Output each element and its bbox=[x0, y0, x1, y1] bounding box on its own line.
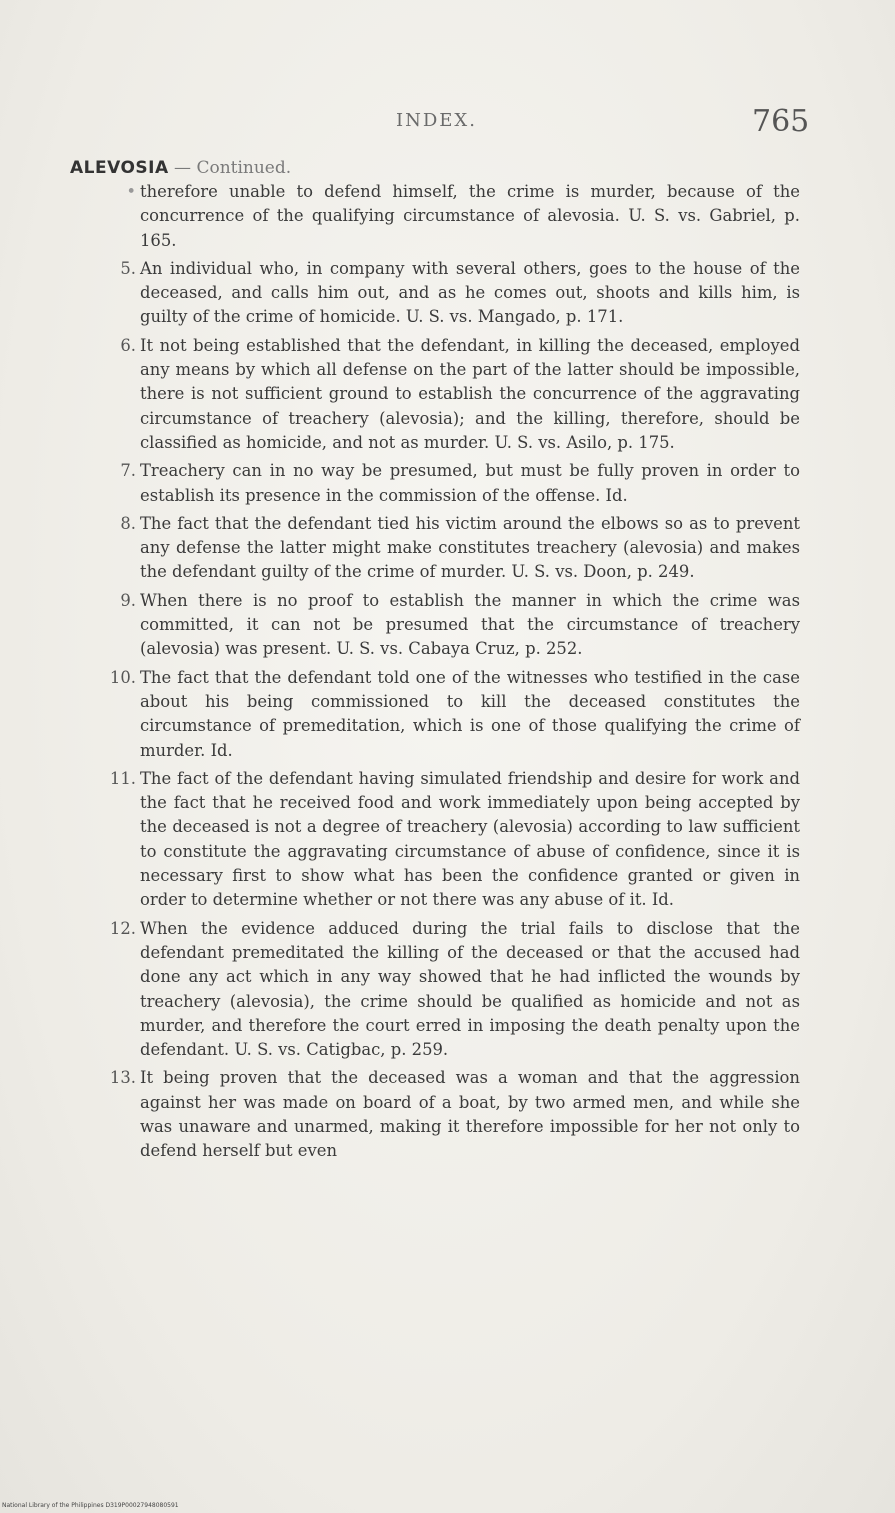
index-entries bbox=[100, 180, 800, 1168]
index-paragraph bbox=[100, 917, 800, 1063]
index-paragraph bbox=[100, 589, 800, 662]
paragraph-number: 9. bbox=[120, 590, 136, 610]
paragraph-text: It not being established that the defendant, in killing the deceased, employed any means by which all defense on the part of the latter should be impossible, there is not sufficient ground to establish the concurrence of the aggravating circumstance of treachery (alevosia); and the killing, therefore, should be classified as homicide, and not as murder. U. S. vs. Asilo, p. 175. bbox=[140, 335, 800, 452]
entry-title: ALEVOSIA bbox=[70, 158, 169, 178]
index-entry-heading bbox=[70, 158, 291, 178]
index-paragraph bbox=[100, 767, 800, 913]
paragraph-text: It being proven that the deceased was a woman and that the aggression against her was made on board of a boat, by two armed men, and while she was unaware and unarmed, making it therefore impossible for her not only to defend herself but even bbox=[140, 1068, 800, 1161]
paragraph-number: 12. bbox=[109, 918, 136, 938]
page-number: 765 bbox=[752, 104, 810, 139]
paragraph-number: 8. bbox=[120, 513, 136, 533]
paragraph-number: 7. bbox=[120, 461, 136, 481]
paragraph-text: Treachery can in no way be presumed, but must be fully proven in order to establish its presence in the commission of the offense. Id. bbox=[140, 461, 800, 505]
paragraph-number: • bbox=[126, 182, 136, 201]
library-credit: National Library of the Philippines D319P00027948080591 bbox=[2, 1502, 179, 1509]
entry-continued: — Continued. bbox=[174, 158, 292, 178]
index-paragraph bbox=[100, 1066, 800, 1163]
index-paragraph bbox=[100, 334, 800, 455]
paragraph-number: 10. bbox=[109, 667, 136, 687]
paragraph-number: 13. bbox=[109, 1068, 136, 1088]
paragraph-text: An individual who, in company with several others, goes to the house of the deceased, and calls him out, and as he comes out, shoots and kills him, is guilty of the crime of homicide. U. S. vs. Mangado, p. 171. bbox=[140, 258, 800, 327]
index-paragraph bbox=[100, 459, 800, 508]
paragraph-text: therefore unable to defend himself, the crime is murder, because of the concurrence of the qualifying circumstance of alevosia. U. S. vs. Gabriel, p. 165. bbox=[140, 182, 800, 250]
paragraph-text: When the evidence adduced during the trial fails to disclose that the defendant premeditated the killing of the deceased or that the accused had done any act which in any way showed that he had inflicted the wounds by treachery (alevosia), the crime should be qualified as homicide and not as murder, and therefore the court erred in imposing the death penalty upon the defendant. U. S. vs. Catigbac, p. 259. bbox=[140, 918, 800, 1060]
paragraph-text: The fact of the defendant having simulated friendship and desire for work and the fact that he received food and work immediately upon being accepted by the deceased is not a degree of treachery (alevosia) according to law sufficient to constitute the aggravating circumstance of abuse of confidence, since it is necessary first to show what has been the confidence granted or given in order to determine whether or not there was any abuse of it. Id. bbox=[140, 768, 800, 910]
paragraph-number: 11. bbox=[109, 768, 136, 788]
paragraph-text: The fact that the defendant told one of the witnesses who testified in the case about his being commissioned to kill the deceased constitutes the circumstance of premeditation, which is one of those qualifying the crime of murder. Id. bbox=[140, 667, 800, 760]
paragraph-number: 6. bbox=[120, 335, 136, 355]
index-paragraph bbox=[100, 666, 800, 763]
index-paragraph bbox=[100, 512, 800, 585]
paragraph-text: The fact that the defendant tied his victim around the elbows so as to prevent any defense the latter might make constitutes treachery (alevosia) and makes the defendant guilty of the crime of murder. U. S. vs. Doon, p. 249. bbox=[140, 513, 800, 582]
paragraph-number: 5. bbox=[120, 258, 136, 278]
running-head: INDEX. bbox=[396, 110, 477, 131]
page-header bbox=[0, 104, 895, 144]
index-paragraph bbox=[100, 180, 800, 253]
paragraph-text: When there is no proof to establish the manner in which the crime was committed, it can not be presumed that the circumstance of treachery (alevosia) was present. U. S. vs. Cabaya Cruz, p. 252. bbox=[140, 590, 800, 659]
index-paragraph bbox=[100, 257, 800, 330]
